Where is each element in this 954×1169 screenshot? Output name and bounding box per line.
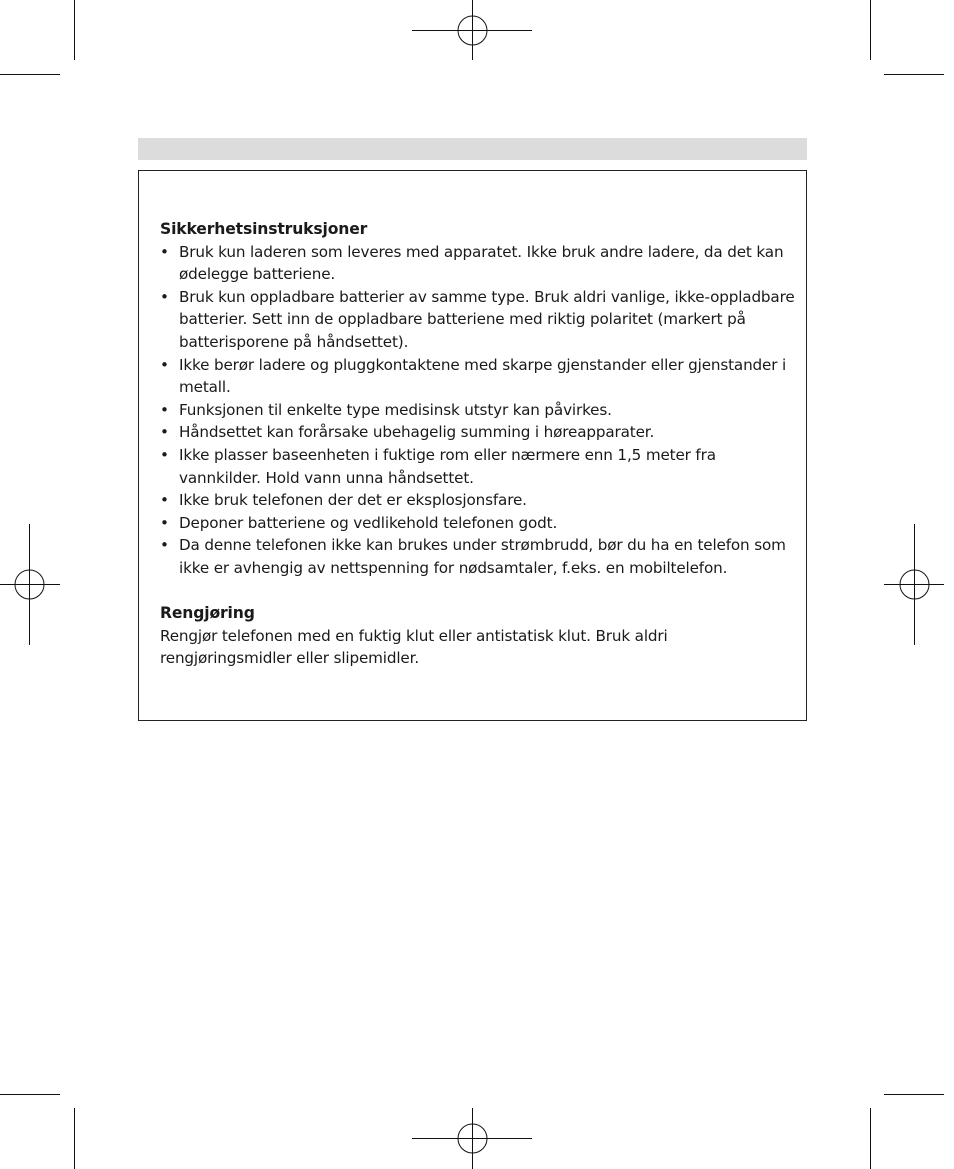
- safety-list: [160, 241, 800, 580]
- bullet-icon: •: [160, 400, 169, 419]
- bullet-icon: •: [160, 536, 169, 555]
- registration-mark-top: [412, 0, 532, 60]
- registration-mark-left: [0, 524, 60, 645]
- instructions-box: [138, 170, 807, 721]
- list-item: • Ikke berør ladere og pluggkontaktene med skarpe gjenstander eller gjenstander i metall.: [160, 355, 787, 397]
- bullet-icon: •: [160, 423, 169, 442]
- bullet-icon: •: [160, 513, 169, 532]
- cleaning-heading: Rengjøring: [160, 604, 255, 623]
- bullet-icon: •: [160, 445, 169, 464]
- list-item: • Deponer batteriene og vedlikehold telefonen godt.: [160, 512, 800, 535]
- list-item: • Bruk kun oppladbare batterier av samme type. Bruk aldri vanlige, ikke-oppladbare batterier. Sett inn de oppladbare batteriene med riktig polaritet (markert på batterisporene på håndsettet).: [160, 287, 795, 351]
- cleaning-text: Rengjør telefonen med en fuktig klut eller antistatisk klut. Bruk aldri rengjøringsmidler eller slipemidler.: [160, 626, 668, 668]
- list-item: • Bruk kun laderen som leveres med apparatet. Ikke bruk andre ladere, da det kan ødelegge batteriene.: [160, 242, 784, 284]
- registration-mark-right: [884, 524, 944, 645]
- list-item: • Da denne telefonen ikke kan brukes under strømbrudd, bør du ha en telefon som ikke er avhengig av nettspenning for nødsamtaler, f.eks. en mobiltelefon.: [160, 536, 786, 577]
- section-header-bar: [138, 138, 807, 160]
- safety-heading: Sikkerhetsinstruksjoner: [160, 220, 368, 238]
- list-item: • Håndsettet kan forårsake ubehagelig summing i høreapparater.: [160, 421, 800, 444]
- list-item: • Ikke plasser baseenheten i fuktige rom eller nærmere enn 1,5 meter fra vannkilder. Hold vann unna håndsettet.: [160, 445, 716, 487]
- bullet-icon: •: [160, 355, 169, 374]
- bullet-icon: •: [160, 242, 169, 261]
- bullet-icon: •: [160, 287, 169, 306]
- list-item: • Funksjonen til enkelte type medisinsk utstyr kan påvirkes.: [160, 399, 800, 422]
- list-item: • Ikke bruk telefonen der det er eksplosjonsfare.: [160, 489, 800, 512]
- instructions-content: [160, 218, 800, 670]
- registration-mark-bottom: [412, 1108, 532, 1169]
- section-spacer: [160, 580, 800, 603]
- bullet-icon: •: [160, 491, 169, 510]
